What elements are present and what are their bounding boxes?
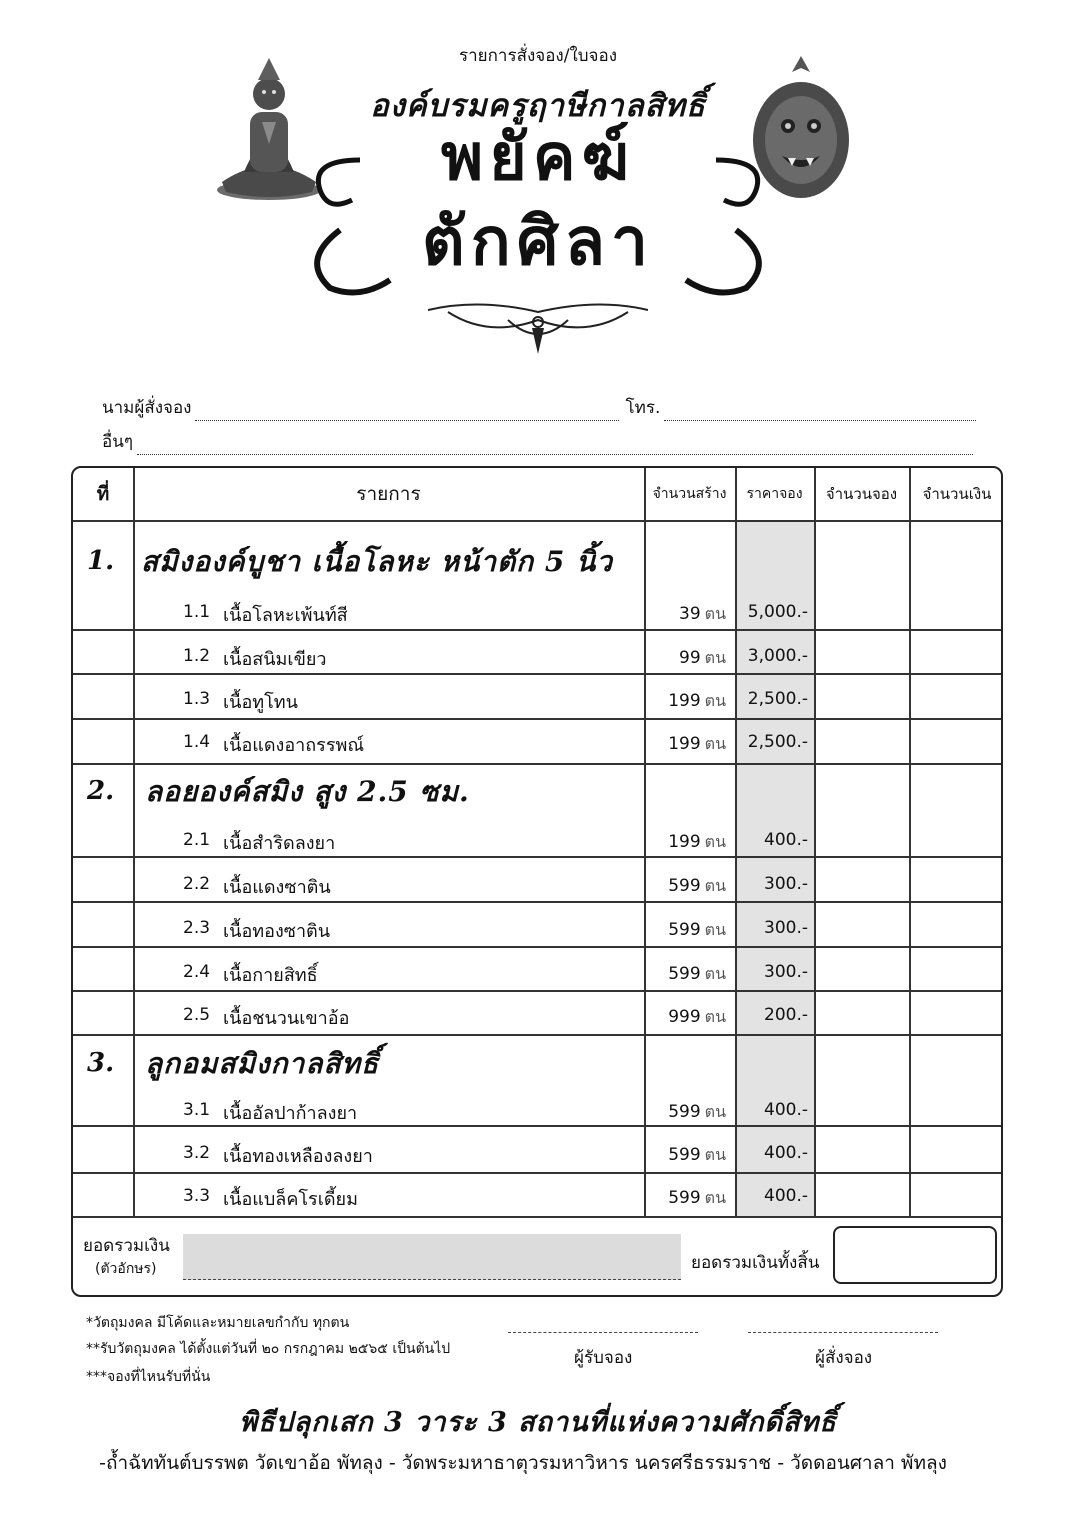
phone-label: โทร. xyxy=(625,398,661,418)
total-words-field[interactable] xyxy=(183,1234,681,1280)
row-divider xyxy=(73,990,1003,992)
row-divider xyxy=(73,856,1003,858)
item-price: 200.- xyxy=(764,1005,808,1025)
column-divider xyxy=(909,468,911,1217)
item-name: เนื้อทูโทน xyxy=(223,692,298,713)
qty-unit: ตน xyxy=(704,832,726,851)
thai-ornament xyxy=(428,298,648,358)
item-built-qty xyxy=(646,1100,726,1125)
qty-value: 199 xyxy=(668,691,701,711)
item-name: เนื้อทองเหลืองลงยา xyxy=(223,1146,373,1167)
item-code: 3.1 xyxy=(183,1100,211,1120)
header-divider xyxy=(73,520,1003,522)
item-price: 2,500.- xyxy=(747,732,808,752)
header-item: รายการ xyxy=(356,483,421,505)
grand-total-field[interactable] xyxy=(833,1226,997,1284)
item-built-qty xyxy=(646,689,726,714)
section-title: ลูกอมสมิงกาลสิทธิ์ xyxy=(145,1047,380,1080)
item-price: 400.- xyxy=(764,1100,808,1120)
qty-value: 199 xyxy=(668,734,701,754)
item-code: 2.5 xyxy=(183,1005,211,1025)
order-table xyxy=(71,466,1003,1297)
qty-unit: ตน xyxy=(704,964,726,983)
header-price: ราคาจอง xyxy=(746,486,803,502)
item-code: 2.1 xyxy=(183,830,211,850)
item-built-qty xyxy=(646,646,726,671)
orderer-signature-label: ผู้สั่งจอง xyxy=(815,1348,873,1368)
header-amount: จำนวนเงิน xyxy=(922,485,992,503)
qty-value: 599 xyxy=(668,1188,701,1208)
item-code: 3.2 xyxy=(183,1143,211,1163)
other-field[interactable] xyxy=(137,439,973,455)
row-divider xyxy=(73,946,1003,948)
item-name: เนื้อสำริดลงยา xyxy=(223,833,336,854)
item-code: 2.4 xyxy=(183,962,211,982)
other-row xyxy=(102,428,973,455)
row-divider xyxy=(73,1125,1003,1127)
subtitle: องค์บรมครูฤาษีกาลสิทธิ์ xyxy=(370,88,706,124)
item-price: 400.- xyxy=(764,830,808,850)
row-divider xyxy=(73,629,1003,631)
qty-value: 599 xyxy=(668,1145,701,1165)
qty-value: 199 xyxy=(668,832,701,852)
qty-unit: ตน xyxy=(704,1007,726,1026)
row-divider xyxy=(73,1172,1003,1174)
qty-value: 599 xyxy=(668,1102,701,1122)
header-built: จำนวนสร้าง xyxy=(652,486,727,502)
receiver-signature-line[interactable] xyxy=(508,1332,698,1333)
item-name: เนื้อชนวนเขาอ้อ xyxy=(223,1008,350,1029)
item-price: 400.- xyxy=(764,1186,808,1206)
total-words-sublabel: (ตัวอักษร) xyxy=(95,1261,157,1277)
name-label: นามผู้สั่งจอง xyxy=(102,398,192,418)
item-price: 2,500.- xyxy=(747,689,808,709)
qty-unit: ตน xyxy=(704,648,726,667)
form-caption: รายการสั่งจอง/ใบจอง xyxy=(458,46,618,66)
item-name: เนื้อกายสิทธิ์ xyxy=(223,965,318,986)
item-price: 3,000.- xyxy=(747,646,808,666)
item-name: เนื้ออัลปาก้าลงยา xyxy=(223,1103,358,1124)
orderer-signature-line[interactable] xyxy=(748,1332,938,1333)
item-code: 2.3 xyxy=(183,918,211,938)
item-name: เนื้อทองซาติน xyxy=(223,921,331,942)
item-built-qty xyxy=(646,1143,726,1168)
grand-total-label: ยอดรวมเงินทั้งสิ้น xyxy=(691,1253,820,1273)
page-title-line-2: ตักศิลา xyxy=(421,202,655,280)
item-price: 300.- xyxy=(764,962,808,982)
item-name: เนื้อแดงอาถรรพณ์ xyxy=(223,735,365,756)
qty-unit: ตน xyxy=(704,1188,726,1207)
name-field[interactable] xyxy=(195,405,619,421)
section-number: 1. xyxy=(87,546,115,576)
ceremony-title: พิธีปลุกเสก 3 วาระ 3 สถานที่แห่งความศักดิ์สิทธิ์ xyxy=(239,1407,837,1438)
page-title-line-1: พยัคฆ์ xyxy=(441,120,635,195)
item-code: 1.3 xyxy=(183,689,211,709)
section-title: ลอยองค์สมิง สูง 2.5 ซม. xyxy=(145,775,470,808)
item-name: เนื้อแบล็คโรเดี้ยม xyxy=(223,1189,358,1210)
item-name: เนื้อสนิมเขียว xyxy=(223,649,327,670)
item-price: 5,000.- xyxy=(747,602,808,622)
header-no: ที่ xyxy=(96,483,110,505)
row-divider xyxy=(73,673,1003,675)
item-code: 2.2 xyxy=(183,874,211,894)
item-code: 1.4 xyxy=(183,732,211,752)
section-number: 3. xyxy=(87,1048,115,1078)
header-order-qty: จำนวนจอง xyxy=(825,485,898,503)
row-divider xyxy=(73,901,1003,903)
qty-unit: ตน xyxy=(704,1102,726,1121)
name-phone-row xyxy=(102,394,976,421)
receiver-signature-label: ผู้รับจอง xyxy=(574,1348,633,1368)
item-built-qty xyxy=(646,602,726,627)
qty-unit: ตน xyxy=(704,876,726,895)
qty-unit: ตน xyxy=(704,734,726,753)
qty-unit: ตน xyxy=(704,691,726,710)
qty-unit: ตน xyxy=(704,920,726,939)
section-divider xyxy=(73,1034,1003,1036)
other-label: อื่นๆ xyxy=(102,432,133,452)
total-divider xyxy=(73,1216,1003,1218)
note-line: *วัตถุมงคล มีโค้ดและหมายเลขกำกับ ทุกตน xyxy=(86,1315,350,1331)
qty-value: 599 xyxy=(668,876,701,896)
qty-value: 99 xyxy=(679,648,701,668)
item-name: เนื้อแดงซาติน xyxy=(223,877,331,898)
item-built-qty xyxy=(646,830,726,855)
column-divider xyxy=(814,468,816,1217)
item-built-qty xyxy=(646,874,726,899)
item-name: เนื้อโลหะเพ้นท์สี xyxy=(223,605,348,626)
item-code: 1.1 xyxy=(183,602,211,622)
qty-value: 39 xyxy=(679,604,701,624)
qty-value: 999 xyxy=(668,1007,701,1027)
qty-value: 599 xyxy=(668,964,701,984)
item-code: 1.2 xyxy=(183,646,211,666)
item-price: 300.- xyxy=(764,874,808,894)
qty-value: 599 xyxy=(668,920,701,940)
section-divider xyxy=(73,763,1003,765)
qty-unit: ตน xyxy=(704,604,726,623)
item-price: 300.- xyxy=(764,918,808,938)
item-built-qty xyxy=(646,962,726,987)
item-built-qty xyxy=(646,732,726,757)
item-built-qty xyxy=(646,1005,726,1030)
total-words-label: ยอดรวมเงิน xyxy=(83,1236,170,1256)
phone-field[interactable] xyxy=(664,405,976,421)
section-title: สมิงองค์บูชา เนื้อโลหะ หน้าตัก 5 นิ้ว xyxy=(141,545,613,578)
item-code: 3.3 xyxy=(183,1186,211,1206)
item-built-qty xyxy=(646,1186,726,1211)
row-divider xyxy=(73,718,1003,720)
ceremony-places: -ถ้ำฉัททันต์บรรพต วัดเขาอ้อ พัทลุง - วัดพระมหาธาตุวรมหาวิหาร นครศรีธรรมราช - วัดดอนศาลา พัทลุง xyxy=(99,1452,947,1474)
item-price: 400.- xyxy=(764,1143,808,1163)
qty-unit: ตน xyxy=(704,1145,726,1164)
note-line: ***จองที่ไหนรับที่นั่น xyxy=(86,1369,211,1385)
item-built-qty xyxy=(646,918,726,943)
column-divider xyxy=(133,468,135,1217)
note-line: **รับวัตถุมงคล ได้ตั้งแต่วันที่ ๒๐ กรกฎาคม ๒๕๖๕ เป็นต้นไป xyxy=(86,1341,451,1357)
section-number: 2. xyxy=(87,776,115,806)
